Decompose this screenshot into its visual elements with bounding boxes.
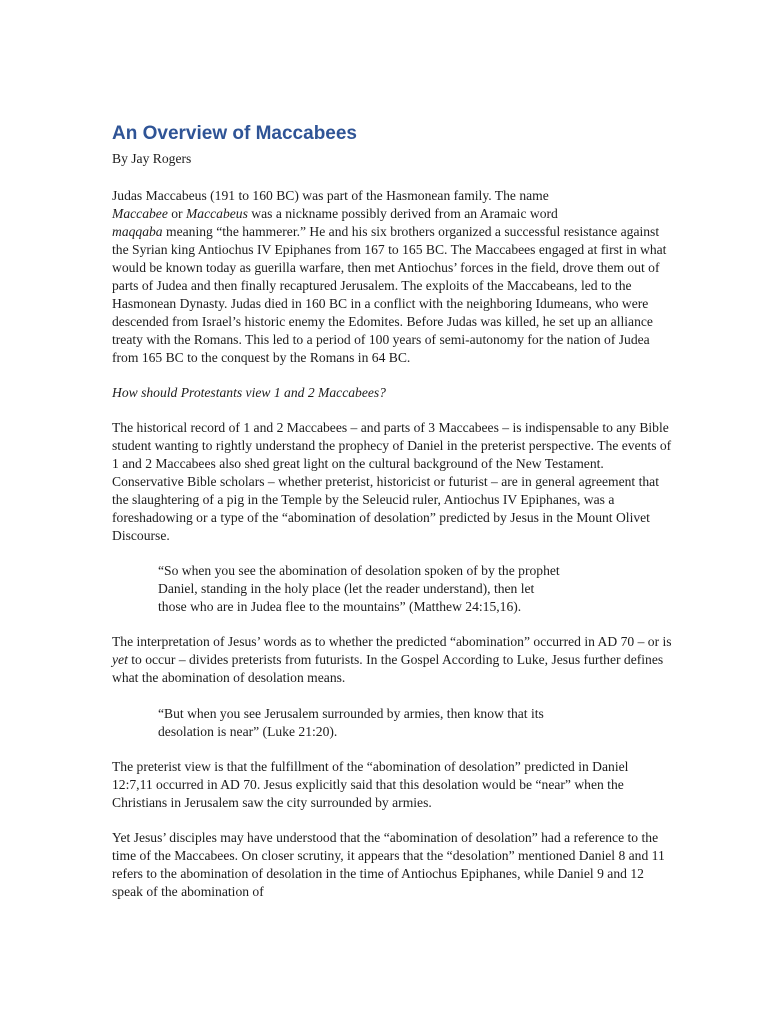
- block-quote-luke: [158, 705, 628, 741]
- quote-line: those who are in Judea flee to the mountains” (Matthew 24:15,16).: [158, 599, 522, 614]
- paragraph-text: meaning “the hammerer.” He and his six brothers organized a successful resistance against the Syrian king Antiochus IV Epiphanes from 167 to 165 BC. The Maccabees engaged at first in what would be known today as guerilla warfare, then met Antiochus’ forces in the field, drove them out of parts of Judea and then finally recaptured Jerusalem. The exploits of the Maccabeans, led to the Hasmonean Dynasty. Judas died in 160 BC in a conflict with the neighboring Idumeans, who were descended from Israel’s historic enemy the Edomites. Before Judas was killed, he set up an alliance treaty with the Romans. This led to a period of 100 years of semi-autonomy for the nation of Judea from 165 BC to the conquest by the Romans in 64 BC.: [112, 224, 667, 365]
- paragraph-interpretation: [112, 633, 672, 687]
- section-subheading: How should Protestants view 1 and 2 Maccabees?: [112, 385, 386, 400]
- italic-term: Maccabee: [112, 206, 168, 221]
- paragraph-text: Judas Maccabeus (191 to 160 BC) was part of the Hasmonean family. The name: [112, 188, 549, 203]
- quote-line: desolation is near” (Luke 21:20).: [158, 724, 338, 739]
- italic-term: maqqaba: [112, 224, 163, 239]
- italic-term: Maccabeus: [185, 206, 248, 221]
- article-title: An Overview of Maccabees: [112, 123, 357, 144]
- paragraph-preterist-view: The preterist view is that the fulfillment of the “abomination of desolation” predicted in Daniel 12:7,11 occurred in AD 70. Jesus explicitly said that this desolation would be “near” when the Christians in Jerusalem saw the city surrounded by armies.: [112, 759, 629, 810]
- paragraph-disciples: Yet Jesus’ disciples may have understood that the “abomination of desolation” had a reference to the time of the Maccabees. On closer scrutiny, it appears that the “desolation” mentioned Daniel 8 and 11 refers to the abomination of desolation in the time of Antiochus Epiphanes, while Daniel 9 and 12 speak of the abomination of: [112, 830, 665, 899]
- paragraph-intro: [112, 187, 672, 367]
- block-quote-matthew: [158, 562, 628, 616]
- quote-line: Daniel, standing in the holy place (let the reader understand), then let: [158, 581, 535, 596]
- paragraph-historical-record: The historical record of 1 and 2 Maccabees – and parts of 3 Maccabees – is indispensable to any Bible student wanting to rightly understand the prophecy of Daniel in the preterist perspective. The events of 1 and 2 Maccabees also shed great light on the cultural background of the New Testament. Conservative Bible scholars – whether preterist, historicist or futurist – are in general agreement that the slaughtering of a pig in the Temple by the Seleucid ruler, Antiochus IV Epiphanes, was a foreshadowing or a type of the “abomination of desolation” predicted by Jesus in the Mount Olivet Discourse.: [112, 420, 672, 543]
- italic-term: yet: [112, 652, 128, 667]
- quote-line: “So when you see the abomination of desolation spoken of by the prophet: [158, 563, 560, 578]
- paragraph-text: to occur – divides preterists from futurists. In the Gospel According to Luke, Jesus further defines what the abomination of desolation means.: [112, 652, 664, 685]
- quote-line: “But when you see Jerusalem surrounded by armies, then know that its: [158, 706, 544, 721]
- document-page: [112, 122, 672, 901]
- paragraph-text: The interpretation of Jesus’ words as to whether the predicted “abomination” occurred in AD 70 – or is: [112, 634, 672, 649]
- paragraph-text: was a nickname possibly derived from an Aramaic word: [247, 206, 558, 221]
- article-byline: By Jay Rogers: [112, 151, 192, 166]
- paragraph-text: or: [167, 206, 186, 221]
